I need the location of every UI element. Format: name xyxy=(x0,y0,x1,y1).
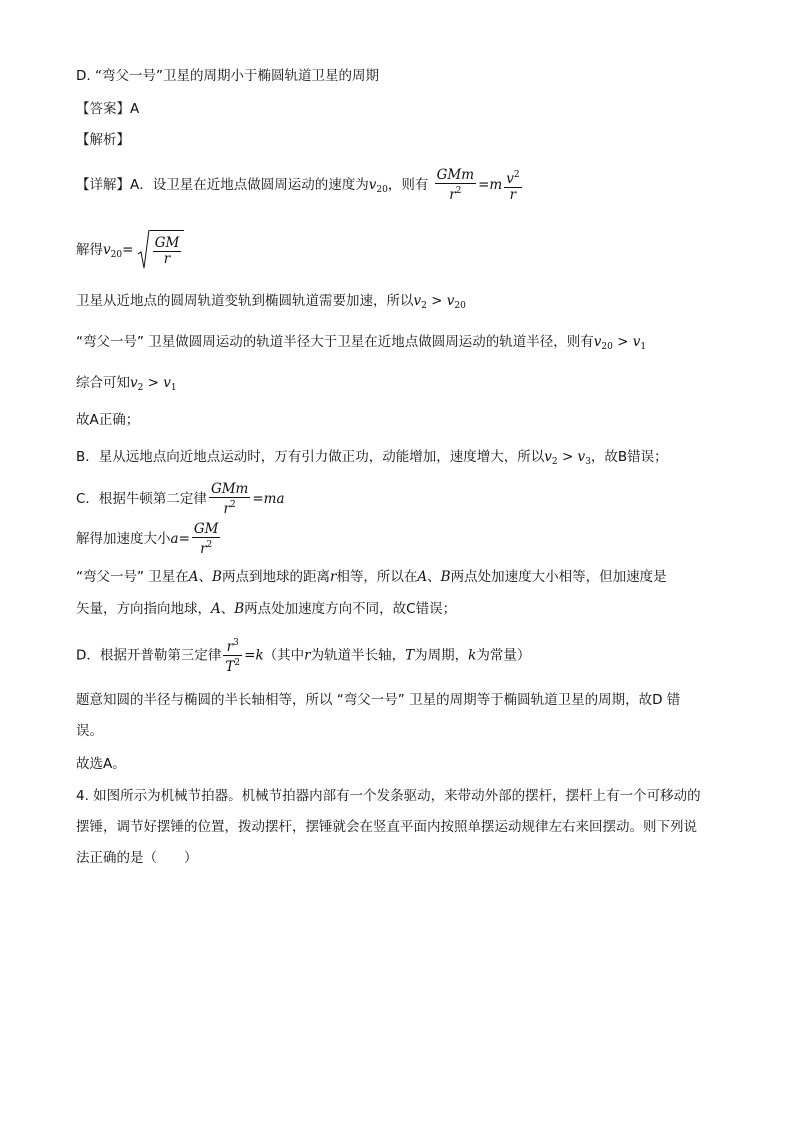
v2-gt-v20: $v_2 > v_{20}$ xyxy=(413,293,466,311)
solve-prefix: 解得 xyxy=(76,242,103,258)
equals-sign: = xyxy=(122,242,134,258)
analysis-label: 【解析】 xyxy=(76,132,130,148)
ma-symbol: ma xyxy=(263,491,285,507)
radius-text: “弯父一号” 卫星做圆周运动的轨道半径大于卫星在近地点做圆周运动的轨道半径，则有 xyxy=(76,334,594,350)
radius-line xyxy=(76,332,646,357)
m-symbol: m xyxy=(489,177,503,193)
d-detail-line2: 误。 xyxy=(76,723,103,739)
q4-line2: 摆锤，调节好摆锤的位置，拨动摆杆，摆锤就会在竖直平面内按照单摆运动规律左右来回摆动。则下列说 xyxy=(76,819,697,835)
equals-sign: = xyxy=(478,177,490,193)
q4-line1: 4. 如图所示为机械节拍器。机械节拍器内部有一个发条驱动，来带动外部的摆杆，摆杆上有一个可移动的 xyxy=(76,788,701,804)
gmm-fraction: $\frac{\text{GMm}}{r^2}$ xyxy=(436,166,475,203)
c-solve-text: 解得加速度大小 xyxy=(76,531,171,547)
d-detail-line1: 题意知圆的半径与椭圆的半长轴相等，所以 “弯父一号” 卫星的周期等于椭圆轨道卫星的周期，故D 错 xyxy=(76,692,681,708)
accel-text: 卫星从近地点的圆周轨道变轨到椭圆轨道需要加速，所以 xyxy=(76,293,414,309)
answer-line xyxy=(76,99,139,119)
accel-line xyxy=(76,291,466,316)
c-solve-line xyxy=(76,520,222,558)
a-intro-text: A．设卫星在近地点做圆周运动的速度为 xyxy=(130,177,369,193)
c-detail-line2: 矢量，方向指向地球，A、B两点处加速度方向不同，故C错误； xyxy=(76,601,457,617)
detail-a-line xyxy=(76,166,524,209)
gm-r2-fraction: $\frac{GM}{r^2}$ xyxy=(193,520,219,557)
detail-label: 【详解】 xyxy=(76,177,130,193)
a-symbol: a xyxy=(170,531,179,547)
v20-symbol: $v_{20}$ xyxy=(368,177,388,195)
v20-symbol: $v_{20}$ xyxy=(103,242,123,260)
answer-label: 【答案】 xyxy=(76,101,130,117)
b-conclusion: ，故B错误； xyxy=(590,449,668,465)
c-law-line xyxy=(76,480,285,518)
v2-r-fraction: $\frac{v^2}{r}$ xyxy=(506,169,520,203)
equals-sign: = xyxy=(178,531,190,547)
v20-gt-v1: $v_{20} > v_1$ xyxy=(593,334,647,352)
v2-gt-v3: $v_2 > v_3$ xyxy=(544,449,591,467)
solve-v20-line xyxy=(76,230,184,274)
combine-text: 综合可知 xyxy=(76,375,130,391)
a-conclusion: 故A正确； xyxy=(76,412,140,428)
a-then-text: ，则有 xyxy=(387,177,429,193)
b-line xyxy=(76,447,668,472)
equals-sign: = xyxy=(252,491,264,507)
option-d-line: D. “弯父一号”卫星的周期小于椭圆轨道卫星的周期 xyxy=(76,68,379,84)
combine-line xyxy=(76,373,177,398)
equals-sign: = xyxy=(244,647,256,664)
sqrt-gm-over-r: $\frac{GM}{r}$ xyxy=(138,230,185,270)
gmm-fraction: $\frac{\text{GMm}}{r^2}$ xyxy=(210,480,249,517)
c-law-text: C．根据牛顿第二定律 xyxy=(76,491,207,507)
k-symbol: k xyxy=(255,647,264,664)
radical-sign-icon xyxy=(138,230,150,270)
r3-t2-fraction: $\frac{r^3}{T^2}$ xyxy=(225,638,241,675)
q4-line3: 法正确的是（ ） xyxy=(76,850,198,866)
choose-line: 故选A。 xyxy=(76,756,126,772)
d-law-line: D．根据开普勒第三定律 $\frac{r^3}{T^2}$ =k（其中r为轨道半长轴，T为周期，k为常量） xyxy=(76,638,531,675)
answer-value: A xyxy=(130,101,140,117)
b-text: B．星从远地点向近地点运动时，万有引力做正功，动能增加，速度增大，所以 xyxy=(76,449,545,465)
v2-gt-v1: $v_2 > v_1$ xyxy=(130,375,177,393)
c-detail-line1: “弯父一号” 卫星在A、B两点到地球的距离r相等，所以在A、B两点处加速度大小相等，但加速度是 xyxy=(76,569,667,585)
d-law-text: D．根据开普勒第三定律 xyxy=(76,647,222,664)
